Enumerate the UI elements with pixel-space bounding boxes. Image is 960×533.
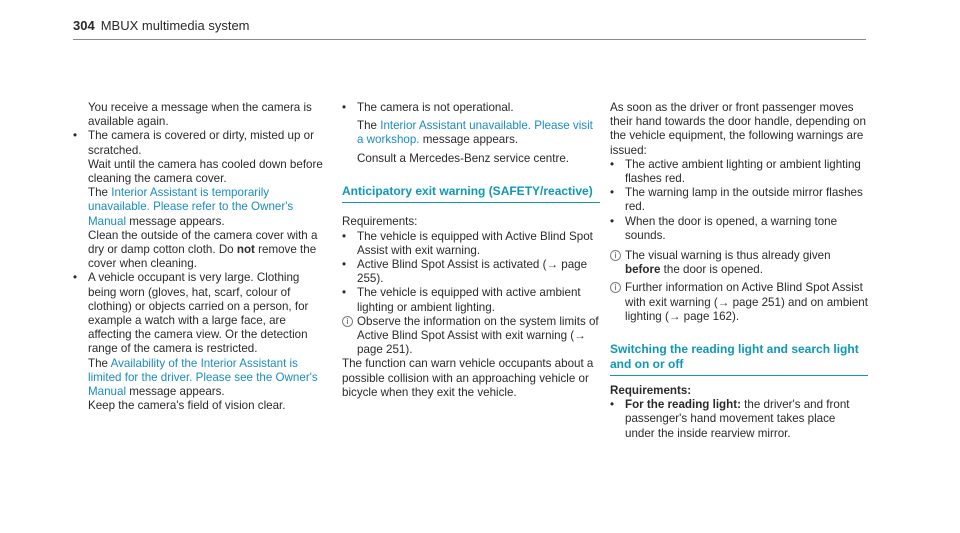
message-suffix-2: message appears.: [129, 385, 225, 399]
page-header: [73, 18, 250, 34]
clean-not-bold: not: [236, 243, 255, 257]
warning-item: • The active ambient lighting or ambient lighting flashes red.: [610, 158, 868, 186]
message-the-2: The: [88, 356, 108, 370]
bullet-occupant-large: [73, 271, 325, 413]
keep-clear-text: Keep the camera's field of vision clear.: [88, 399, 286, 413]
warnings-intro: As soon as the driver or front passenger moves their hand towards the door handle, depending on the vehicle equipment, the following warnings are issued:: [610, 101, 866, 157]
clean-text-2: remove the cover when cleaning.: [88, 243, 317, 271]
note-visual-text-b: the door is opened.: [663, 263, 763, 277]
wait-text: Wait until the camera has cooled down before cleaning the camera cover.: [88, 157, 323, 186]
info-note-icon: i: [342, 316, 353, 327]
note-further-info: [610, 281, 868, 324]
display-message-2: Availability of the Interior Assistant is limited for the driver. Please see the Owner's Manual: [88, 356, 318, 399]
message-line-2: [88, 357, 325, 400]
reading-light-text: the driver's and front passenger's hand movement takes place under the inside rearview mirror.: [625, 398, 850, 440]
info-note-icon: i: [610, 282, 621, 293]
note-visual-warning: [610, 249, 868, 277]
clean-text-1: Clean the outside of the camera cover with a dry or damp cotton cloth. Do: [88, 228, 318, 257]
requirement-item: [610, 398, 868, 441]
column-1: [73, 101, 325, 413]
info-note-icon: i: [610, 250, 621, 261]
function-description: The function can warn vehicle occupants about a possible collision with an approaching vehicle or bicycle when they exit the vehicle.: [342, 357, 594, 399]
message-suffix: message appears.: [129, 214, 225, 228]
note-system-limits: [342, 315, 600, 358]
note-before-bold: before: [625, 263, 661, 277]
bullet-camera-covered-text: • The camera is covered or dirty, misted up or scratched.: [88, 129, 314, 157]
message-the-3: The: [357, 119, 377, 133]
warning-item: • The warning lamp in the outside mirror flashes red.: [610, 186, 868, 214]
display-message: Interior Assistant is temporarily unavailable. Please refer to the Owner's Manual: [88, 186, 294, 228]
section-heading-exit-warning: Anticipatory exit warning (SAFETY/reactive): [342, 184, 600, 204]
note-text: Observe the information on the system limits of Active Blind Spot Assist with exit warning (→ page 251).: [357, 314, 599, 357]
page-number: 304: [73, 18, 95, 33]
section-heading-reading-light: Switching the reading light and search light and on or off: [610, 342, 868, 376]
requirement-item: • The vehicle is equipped with active ambient lighting or ambient lighting.: [342, 286, 600, 314]
message-the: The: [88, 186, 108, 200]
consult-text: Consult a Mercedes-Benz service centre.: [357, 151, 569, 165]
bullet-camera-not-operational: [342, 101, 600, 166]
column-2: [342, 101, 600, 400]
requirements-label: Requirements:: [342, 215, 418, 229]
note-text: [625, 249, 868, 277]
page-header-title: MBUX multimedia system: [100, 18, 250, 33]
requirements-label: Requirements:: [610, 384, 692, 398]
requirement-item: • Active Blind Spot Assist is activated (→ page 255).: [342, 258, 600, 286]
warning-item: • When the door is opened, a warning tone sounds.: [610, 215, 868, 243]
bullet-occupant-large-text: • A vehicle occupant is very large. Clothing being worn (gloves, hat, scarf, colour of clothing) or objects carried on a person, for example a watch with a large face, are affecting the camera view. Or the detection range of the camera is restricted.: [88, 271, 309, 356]
message-line: [88, 186, 325, 229]
camera-available-text: You receive a message when the camera is available again.: [88, 101, 312, 129]
column-3: [610, 101, 868, 441]
reading-light-label: For the reading light:: [625, 398, 741, 412]
camera-not-operational-text: • The camera is not operational.: [357, 101, 514, 114]
display-message-3: Interior Assistant unavailable. Please visit a workshop.: [357, 119, 593, 147]
clean-instructions: [88, 229, 325, 272]
bullet-camera-covered: [73, 129, 325, 271]
note-text: Further information on Active Blind Spot Assist with exit warning (→ page 251) and on ambient lighting (→ page 162).: [625, 281, 868, 323]
header-rule: [73, 39, 866, 40]
note-visual-text-a: The visual warning is thus already given: [625, 249, 831, 263]
requirement-item: • The vehicle is equipped with Active Blind Spot Assist with exit warning.: [342, 230, 600, 258]
message-line-3: [357, 119, 600, 147]
message-suffix-3: message appears.: [422, 133, 519, 147]
